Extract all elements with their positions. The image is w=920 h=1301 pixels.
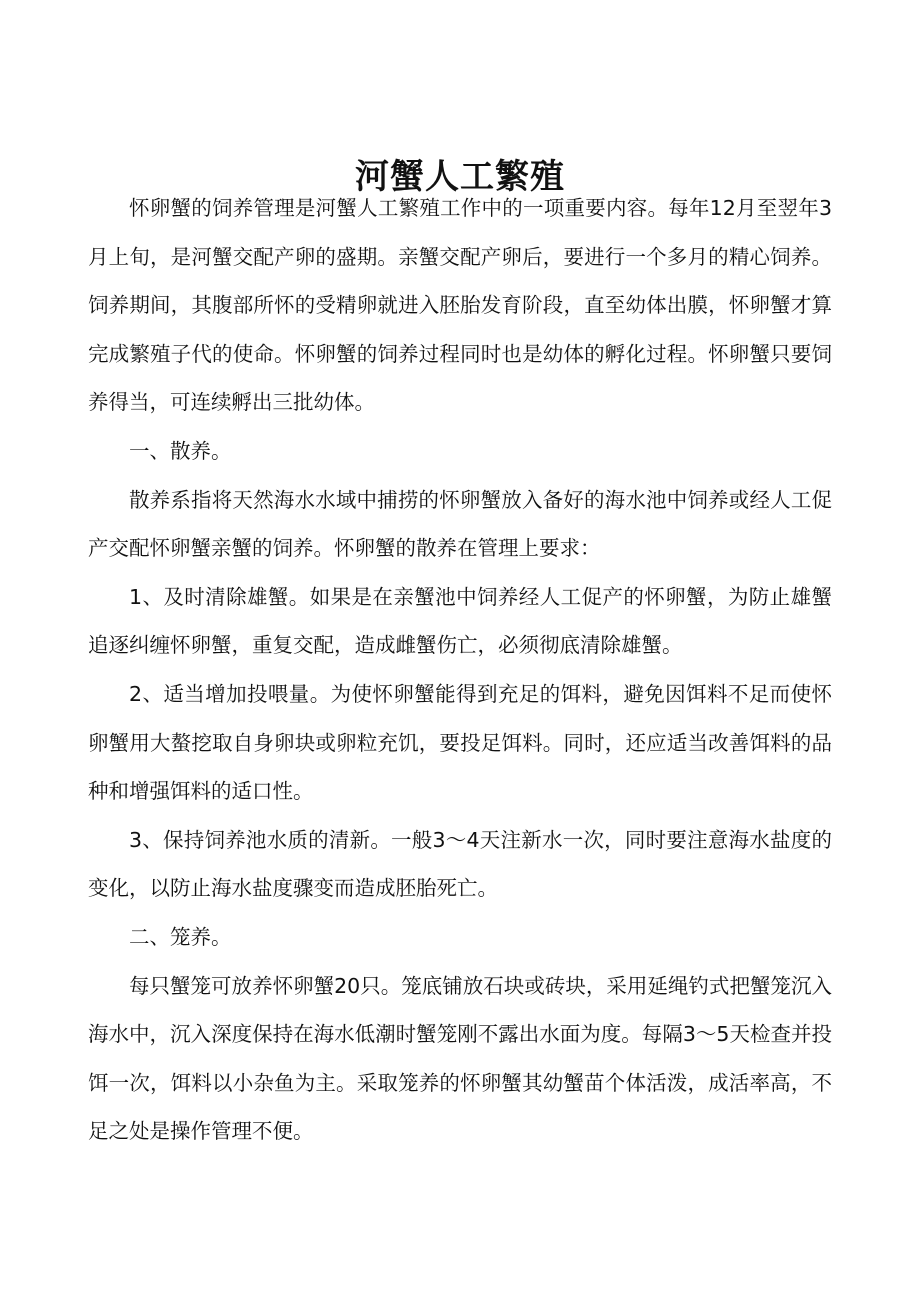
paragraph-cage-rearing: 每只蟹笼可放养怀卵蟹20只。笼底铺放石块或砖块，采用延绳钓式把蟹笼沉入海水中，沉入深度保持在海水低潮时蟹笼刚不露出水面为度。每隔3～5天检查并投饵一次，饵料以小杂鱼为主。采取笼养的怀卵蟹其幼蟹苗个体活泼，成活率高，不足之处是操作管理不便。 (88, 973, 832, 1144)
document-body (88, 184, 832, 1156)
section-heading-cage-rearing: 二、笼养。 (129, 924, 232, 949)
paragraph-item-2: 2、适当增加投喂量。为使怀卵蟹能得到充足的饵料，避免因饵料不足而使怀卵蟹用大螯挖取自身卵块或卵粒充饥，要投足饵料。同时，还应适当改善饵料的品种和增强饵料的适口性。 (88, 681, 832, 804)
paragraph-intro: 怀卵蟹的饲养管理是河蟹人工繁殖工作中的一项重要内容。每年12月至翌年3月上旬，是河蟹交配产卵的盛期。亲蟹交配产卵后，要进行一个多月的精心饲养。饲养期间，其腹部所怀的受精卵就进入胚胎发育阶段，直至幼体出膜，怀卵蟹才算完成繁殖子代的使命。怀卵蟹的饲养过程同时也是幼体的孵化过程。怀卵蟹只要饲养得当，可连续孵出三批幼体。 (88, 196, 832, 415)
section-heading-loose-rearing: 一、散养。 (129, 438, 232, 463)
paragraph-item-1: 1、及时清除雄蟹。如果是在亲蟹池中饲养经人工促产的怀卵蟹，为防止雄蟹追逐纠缠怀卵蟹，重复交配，造成雌蟹伤亡，必须彻底清除雄蟹。 (88, 584, 832, 658)
paragraph-loose-rearing: 散养系指将天然海水水域中捕捞的怀卵蟹放入备好的海水池中饲养或经人工促产交配怀卵蟹亲蟹的饲养。怀卵蟹的散养在管理上要求： (88, 487, 832, 561)
page-title: 河蟹人工繁殖 (355, 156, 565, 197)
paragraph-item-3: 3、保持饲养池水质的清新。一般3～4天注新水一次，同时要注意海水盐度的变化，以防止海水盐度骤变而造成胚胎死亡。 (88, 827, 832, 901)
